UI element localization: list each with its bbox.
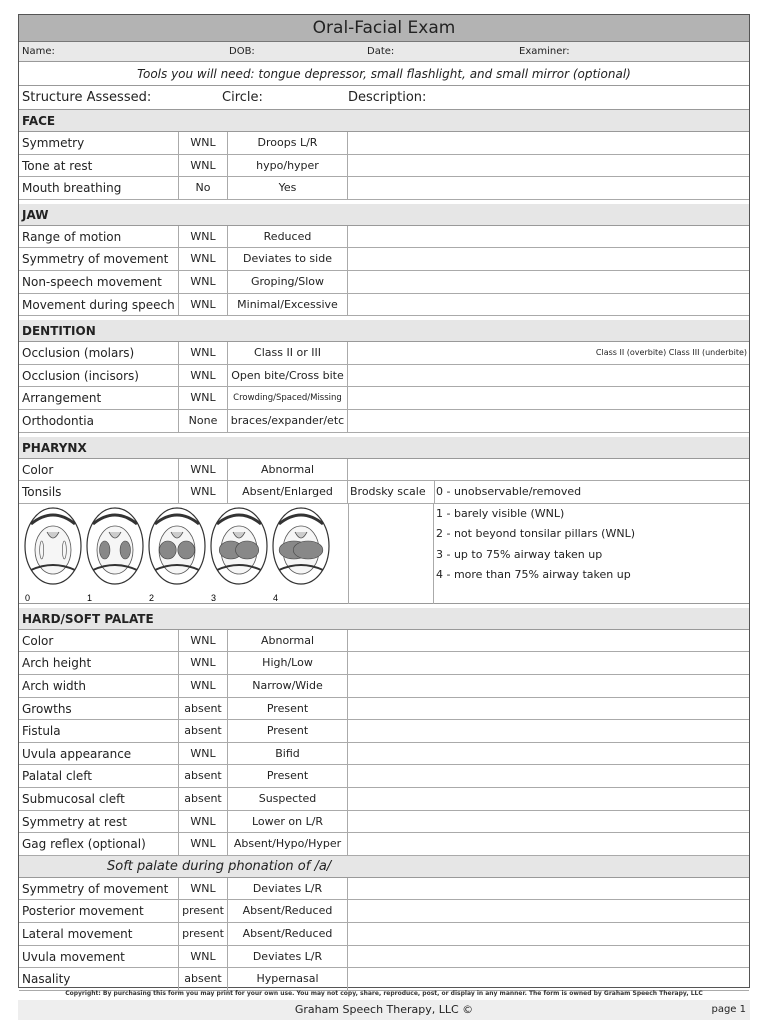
exam-row: [19, 342, 749, 365]
structure-name: Uvula appearance: [19, 743, 179, 765]
patient-info-bar: [19, 42, 749, 62]
brodsky-scale-item: 1 - barely visible (WNL): [436, 506, 565, 520]
exam-row: [19, 365, 749, 388]
abnormal-option[interactable]: Class II or III: [228, 342, 348, 364]
footer-company: Graham Speech Therapy, LLC ©: [294, 1003, 474, 1016]
description-field[interactable]: [348, 387, 749, 409]
name-label: Name:: [22, 46, 55, 57]
structure-name: Symmetry of movement: [19, 248, 179, 270]
structure-name: Uvula movement: [19, 946, 179, 968]
exam-row: [19, 675, 749, 698]
structure-name: Fistula: [19, 720, 179, 742]
normal-option[interactable]: absent: [179, 698, 228, 720]
structure-name: Color: [19, 630, 179, 652]
tonsil-mouth-icon: [211, 508, 267, 603]
abnormal-option[interactable]: Deviates L/R: [228, 946, 348, 968]
exam-row: [19, 459, 749, 482]
structure-name: Gag reflex (optional): [19, 833, 179, 855]
footer-bar: [18, 1000, 750, 1020]
tonsil-grade-number: 4: [273, 592, 279, 603]
description-field[interactable]: [348, 900, 749, 922]
exam-row: [19, 923, 749, 946]
description-field[interactable]: [348, 923, 749, 945]
exam-row: [19, 652, 749, 675]
description-field[interactable]: [348, 652, 749, 674]
exam-row: [19, 946, 749, 969]
abnormal-option[interactable]: Present: [228, 720, 348, 742]
normal-option[interactable]: WNL: [179, 833, 228, 855]
exam-row: [19, 743, 749, 766]
abnormal-option[interactable]: Absent/Reduced: [228, 923, 348, 945]
brodsky-divider: [434, 481, 435, 503]
tonsil-mouth-icon: [87, 508, 143, 603]
structure-name: Arch width: [19, 675, 179, 697]
structure-name: Lateral movement: [19, 923, 179, 945]
exam-row: [19, 878, 749, 901]
structure-name: Posterior movement: [19, 900, 179, 922]
abnormal-option[interactable]: Minimal/Excessive: [228, 294, 348, 316]
abnormal-option[interactable]: Groping/Slow: [228, 271, 348, 293]
normal-option[interactable]: absent: [179, 968, 228, 990]
exam-row: [19, 720, 749, 743]
description-field[interactable]: [348, 720, 749, 742]
description-field[interactable]: [348, 968, 749, 990]
tonsil-grade-number: 1: [87, 592, 93, 603]
page-number: page 1: [711, 1004, 746, 1015]
description-field[interactable]: [348, 788, 749, 810]
structure-name: Occlusion (incisors): [19, 365, 179, 387]
exam-row: [19, 226, 749, 249]
normal-option[interactable]: absent: [179, 765, 228, 787]
description-field[interactable]: [348, 811, 749, 833]
normal-option[interactable]: WNL: [179, 630, 228, 652]
normal-option[interactable]: WNL: [179, 342, 228, 364]
abnormal-option[interactable]: Abnormal: [228, 630, 348, 652]
abnormal-option[interactable]: Deviates L/R: [228, 878, 348, 900]
abnormal-option[interactable]: braces/expander/etc: [228, 410, 348, 432]
description-field[interactable]: [348, 698, 749, 720]
phonation-subheading: Soft palate during phonation of /a/: [19, 856, 749, 878]
tonsil-diagrams: [19, 504, 347, 604]
tonsil-mouth-icon: [273, 508, 329, 603]
normal-option[interactable]: WNL: [179, 155, 228, 177]
description-field[interactable]: [348, 177, 749, 199]
normal-option[interactable]: absent: [179, 788, 228, 810]
exam-row: [19, 177, 749, 200]
structure-name: Symmetry of movement: [19, 878, 179, 900]
exam-row: [19, 294, 749, 317]
abnormal-option[interactable]: Present: [228, 698, 348, 720]
exam-row: [19, 410, 749, 433]
column-headers: [19, 86, 749, 110]
exam-row: [19, 765, 749, 788]
description-field[interactable]: [348, 365, 749, 387]
description-field[interactable]: [348, 630, 749, 652]
exam-row: [19, 788, 749, 811]
structure-name: Tonsils: [19, 481, 179, 503]
structure-name: Tone at rest: [19, 155, 179, 177]
description-field[interactable]: [348, 833, 749, 855]
tools-note: Tools you will need: tongue depressor, small flashlight, and small mirror (optional): [19, 62, 749, 86]
normal-option[interactable]: WNL: [179, 387, 228, 409]
normal-option[interactable]: WNL: [179, 271, 228, 293]
abnormal-option[interactable]: Lower on L/R: [228, 811, 348, 833]
description-field[interactable]: [348, 765, 749, 787]
structure-header: Structure Assessed:: [22, 90, 152, 105]
description-field[interactable]: [348, 878, 749, 900]
exam-row: [19, 481, 749, 504]
normal-option[interactable]: WNL: [179, 743, 228, 765]
normal-option[interactable]: WNL: [179, 226, 228, 248]
normal-option[interactable]: WNL: [179, 811, 228, 833]
structure-name: Color: [19, 459, 179, 481]
abnormal-option[interactable]: Narrow/Wide: [228, 675, 348, 697]
examiner-label: Examiner:: [519, 46, 570, 57]
description-field[interactable]: Class II (overbite) Class III (underbite): [595, 348, 747, 358]
section-jaw: JAW: [19, 204, 749, 226]
description-header: Description:: [348, 90, 427, 105]
section-face: FACE: [19, 110, 749, 132]
abnormal-option[interactable]: Absent/Hypo/Hyper: [228, 833, 348, 855]
normal-option[interactable]: absent: [179, 720, 228, 742]
description-field[interactable]: [348, 743, 749, 765]
description-field[interactable]: [348, 294, 749, 316]
brodsky-scale-label: Brodsky scale: [350, 485, 426, 499]
abnormal-option[interactable]: Present: [228, 765, 348, 787]
description-field[interactable]: [348, 410, 749, 432]
section-dentition: DENTITION: [19, 320, 749, 342]
tonsil-grade-number: 3: [211, 592, 217, 603]
abnormal-option[interactable]: Yes: [228, 177, 348, 199]
normal-option[interactable]: WNL: [179, 946, 228, 968]
exam-row: [19, 630, 749, 653]
structure-name: Movement during speech: [19, 294, 179, 316]
normal-option[interactable]: WNL: [179, 365, 228, 387]
normal-option[interactable]: WNL: [179, 481, 228, 503]
description-field[interactable]: [348, 271, 749, 293]
description-field[interactable]: [348, 248, 749, 270]
exam-row: [19, 968, 749, 991]
structure-name: Mouth breathing: [19, 177, 179, 199]
description-field[interactable]: [348, 459, 749, 481]
structure-name: Occlusion (molars): [19, 342, 179, 364]
exam-row: [19, 271, 749, 294]
normal-option[interactable]: WNL: [179, 459, 228, 481]
structure-name: Submucosal cleft: [19, 788, 179, 810]
structure-name: Palatal cleft: [19, 765, 179, 787]
normal-option[interactable]: WNL: [179, 248, 228, 270]
exam-row: [19, 833, 749, 856]
abnormal-option[interactable]: Crowding/Spaced/Missing: [228, 387, 348, 409]
abnormal-option[interactable]: Hypernasal: [228, 968, 348, 990]
exam-row: [19, 155, 749, 178]
normal-option[interactable]: WNL: [179, 294, 228, 316]
description-field[interactable]: [348, 132, 749, 154]
abnormal-option[interactable]: Bifid: [228, 743, 348, 765]
brodsky-scale-list: [436, 504, 635, 586]
structure-name: Orthodontia: [19, 410, 179, 432]
structure-name: Arrangement: [19, 387, 179, 409]
structure-name: Nasality: [19, 968, 179, 990]
abnormal-option[interactable]: High/Low: [228, 652, 348, 674]
form-title: Oral-Facial Exam: [19, 15, 749, 42]
exam-row: [19, 132, 749, 155]
exam-row: [19, 248, 749, 271]
normal-option[interactable]: No: [179, 177, 228, 199]
exam-row: [19, 698, 749, 721]
section-pharynx: PHARYNX: [19, 437, 749, 459]
normal-option[interactable]: None: [179, 410, 228, 432]
brodsky-label-box: [348, 504, 434, 604]
description-field[interactable]: [348, 226, 749, 248]
exam-row: [19, 387, 749, 410]
date-label: Date:: [367, 46, 395, 57]
description-field[interactable]: [348, 155, 749, 177]
normal-option[interactable]: present: [179, 923, 228, 945]
exam-form: [18, 14, 750, 988]
tonsil-grade-number: 0: [25, 592, 31, 603]
structure-name: Symmetry at rest: [19, 811, 179, 833]
abnormal-option[interactable]: Absent/Reduced: [228, 900, 348, 922]
description-field[interactable]: [348, 675, 749, 697]
structure-name: Range of motion: [19, 226, 179, 248]
abnormal-option[interactable]: Deviates to side: [228, 248, 348, 270]
normal-option[interactable]: present: [179, 900, 228, 922]
abnormal-option[interactable]: Absent/Enlarged: [228, 481, 348, 503]
brodsky-scale-item: 0 - unobservable/removed: [436, 485, 582, 499]
description-field[interactable]: [348, 946, 749, 968]
tonsil-mouth-icon: [25, 508, 81, 603]
abnormal-option[interactable]: Open bite/Cross bite: [228, 365, 348, 387]
copyright-notice: Copyright: By purchasing this form you may print for your own use. You may not copy, share, reproduce, post, or display in any manner. The form is owned by Graham Speech Therapy, LLC: [65, 990, 703, 997]
exam-row: [19, 811, 749, 834]
structure-name: Non-speech movement: [19, 271, 179, 293]
abnormal-option[interactable]: Suspected: [228, 788, 348, 810]
normal-option[interactable]: WNL: [179, 878, 228, 900]
structure-name: Arch height: [19, 652, 179, 674]
section-palate: HARD/SOFT PALATE: [19, 608, 749, 630]
brodsky-scale-item: 2 - not beyond tonsilar pillars (WNL): [436, 527, 635, 541]
normal-option[interactable]: WNL: [179, 132, 228, 154]
abnormal-option[interactable]: Abnormal: [228, 459, 348, 481]
circle-header: Circle:: [222, 90, 263, 105]
normal-option[interactable]: WNL: [179, 652, 228, 674]
abnormal-option[interactable]: Reduced: [228, 226, 348, 248]
dob-label: DOB:: [229, 46, 255, 57]
tonsil-mouth-icon: [149, 508, 205, 603]
abnormal-option[interactable]: hypo/hyper: [228, 155, 348, 177]
brodsky-scale-item: 4 - more than 75% airway taken up: [436, 568, 631, 582]
structure-name: Symmetry: [19, 132, 179, 154]
normal-option[interactable]: WNL: [179, 675, 228, 697]
abnormal-option[interactable]: Droops L/R: [228, 132, 348, 154]
exam-row: [19, 900, 749, 923]
brodsky-scale-item: 3 - up to 75% airway taken up: [436, 547, 603, 561]
tonsil-grade-number: 2: [149, 592, 155, 603]
structure-name: Growths: [19, 698, 179, 720]
